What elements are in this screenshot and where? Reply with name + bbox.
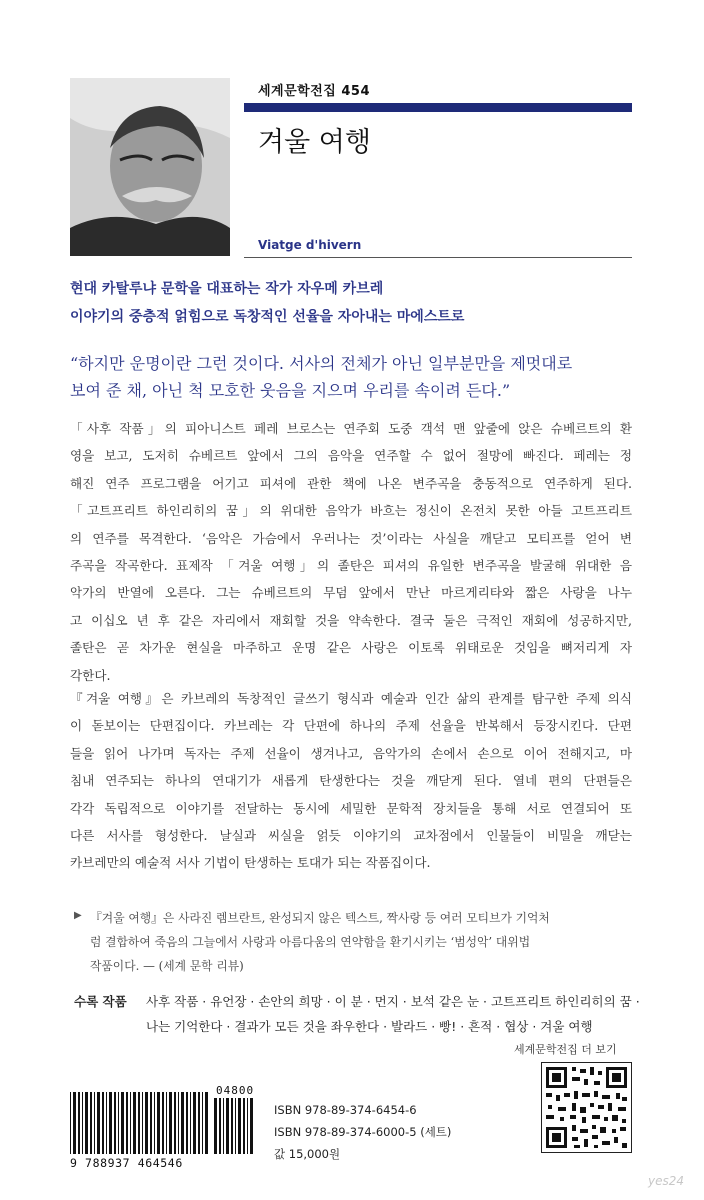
barcode-bar [145,1092,148,1154]
author-portrait-illustration [70,78,230,256]
synopsis-line: 카브레만의 예술적 서사 기법이 탄생하는 토대가 되는 작품집이다. [70,855,431,871]
synopsis-line: 들을 읽어 나가며 독자는 주제 선율이 생겨나고, 음악가의 손에서 손으로 이어 전해지고, 마 [70,745,632,761]
isbn-barcode [70,1092,212,1154]
synopsis-line: 「사후 작품」의 피아니스트 페레 브로스는 연주회 도중 객석 맨 앞줄에 앉은 슈베르트의 환 [70,421,632,436]
barcode-bar [226,1098,229,1154]
barcode-bar [97,1092,100,1154]
barcode-bar [174,1092,176,1154]
addon-barcode [214,1098,254,1154]
barcode-bar [198,1092,200,1154]
review-line: 럼 결합하여 죽음의 그늘에서 사랑과 아름다움의 연약함을 환기시키는 ‘범성악’ 대위법 [90,935,531,949]
barcode-bar [231,1098,233,1154]
contents-line-2: 나는 기억한다 · 결과가 모든 것을 좌우한다 · 발라드 · 빵! · 흔적 · 협상 · 겨울 여행 [146,1019,593,1034]
barcode-bar [82,1092,83,1154]
qr-caption: 세계문학전집 더 보기 [514,1043,617,1056]
review-line: 『겨울 여행』은 사라진 렘브란트, 완성되지 않은 텍스트, 짝사랑 등 여러 모티브가 기억처 [90,911,550,925]
barcode-bar [181,1092,184,1154]
barcode-bar [205,1092,208,1154]
author-photo [70,78,230,256]
header-bar [244,103,632,112]
barcode-bar [238,1098,241,1154]
barcode-bar [142,1092,143,1154]
barcode-bar [73,1092,76,1154]
synopsis-paragraph-1 [70,415,632,689]
barcode-bar [78,1092,80,1154]
watermark-logo: yes24 [648,1174,685,1188]
barcode-bar [190,1092,191,1154]
barcode-bar [150,1092,152,1154]
contents-label: 수록 작품 [74,994,127,1009]
qr-code-graphic [542,1063,631,1152]
synopsis-line: 이 돋보이는 단편집이다. 카브레는 각 단편에 하나의 주제 선율을 반복해서 등장시킨다. 단편 [70,718,632,734]
barcode-bar [138,1092,140,1154]
contents-line-1: 사후 작품 · 유언장 · 손안의 희망 · 이 분 · 먼지 · 보석 같은 눈 · 고트프리트 하인리히의 꿈 · [146,994,640,1009]
barcode-bar [102,1092,104,1154]
barcode-bar [166,1092,167,1154]
synopsis-line: 『겨울 여행』은 카브레의 독창적인 글쓰기 형식과 예술과 인간 삶의 관계를 탐구한 주제 의식 [70,691,632,706]
barcode-bar [250,1098,253,1154]
synopsis-line: 악가의 반열에 오른다. 그는 슈베르트의 무덤 앞에서 만난 마르게리타와 짧은 사랑을 나누 [70,585,632,601]
barcode-bar [214,1098,217,1154]
barcode-bar [223,1098,224,1154]
synopsis-line: 각각 독립적으로 이야기를 전달하는 동시에 세밀한 문학적 장치들을 통해 서로 연결되어 또 [70,800,632,816]
barcode-bar [114,1092,116,1154]
price-label: 값 15,000원 [274,1147,341,1161]
barcode-bar [154,1092,155,1154]
barcode-bar [121,1092,124,1154]
original-title: Viatge d'hivern [258,238,362,252]
review-line: 작품이다. — (세계 문학 리뷰) [90,959,244,973]
synopsis-line: 다른 서사를 형성한다. 날실과 씨실을 얽듯 이야기의 교차점에서 인물들이 비밀을 깨닫는 [70,827,632,843]
book-title: 겨울 여행 [258,127,371,158]
series-label: 세계문학전집 454 [258,84,371,99]
synopsis-line: 각한다. [70,667,111,683]
barcode-bar [133,1092,136,1154]
synopsis-line: 영을 보고, 도저히 슈베르트 앞에서 그의 음악을 연주할 수 없어 절망에 빠진다. 페레는 정 [70,448,632,464]
barcode-bar [85,1092,88,1154]
synopsis-line: 졸탄은 곧 차가운 현실을 마주하고 운명 같은 사랑은 이토록 위태로운 것임을 뼈저리게 자 [70,640,632,656]
barcode-bar [106,1092,107,1154]
quote-line-2: 보여 준 채, 아닌 척 모호한 웃음을 지으며 우리를 속이려 든다.” [70,381,511,400]
barcode-bar [193,1092,196,1154]
barcode-bar [90,1092,92,1154]
synopsis-line: 고 이십오 년 후 같은 자리에서 재회할 것을 약속한다. 결국 둘은 극적인 재회에 성공하지만, [70,612,632,628]
barcode-digits: 9 788937 464546 [70,1156,183,1170]
qr-code[interactable] [541,1062,632,1153]
barcode-bar [162,1092,164,1154]
barcode-bar [70,1092,71,1154]
review-quote [74,906,634,978]
barcode-bar [94,1092,95,1154]
lead-line-1: 현대 카탈루냐 문학을 대표하는 작가 자우메 카브레 [70,281,384,297]
synopsis-paragraph-2 [70,685,632,877]
synopsis-line: 의 연주를 목격한다. ‘음악은 가슴에서 우러나는 것’이라는 사실을 깨닫고 모티프를 얻어 변 [70,530,632,546]
barcode-bar [186,1092,188,1154]
isbn-set-number: ISBN 978-89-374-6000-5 (세트) [274,1125,452,1139]
barcode-bar [202,1092,203,1154]
barcode-bar [109,1092,112,1154]
synopsis-line: 해진 연주 프로그램을 어기고 피셔에 관한 책에 나온 변주곡을 충동적으로 연주하게 된다. [70,475,632,491]
barcode-bar [169,1092,172,1154]
isbn-number: ISBN 978-89-374-6454-6 [274,1103,417,1117]
barcode-bar [126,1092,128,1154]
barcode-bar [247,1098,248,1154]
barcode-bar [235,1098,236,1154]
header-divider [244,257,632,258]
barcode-bar [178,1092,179,1154]
barcode-addon-number: 04800 [216,1084,255,1097]
quote-line-1: “하지만 운명이란 그런 것이다. 서사의 전체가 아닌 일부분만을 제멋대로 [70,354,573,373]
triangle-bullet-icon: ▶ [74,910,82,921]
synopsis-line: 침내 연주되는 하나의 연대기가 새롭게 탄생한다는 것을 깨닫게 된다. 열네 편의 단편들은 [70,773,632,789]
barcode-bar [243,1098,245,1154]
lead-line-2: 이야기의 중층적 얽힘으로 독창적인 선율을 자아내는 마에스트로 [70,309,465,325]
barcode-bar [130,1092,131,1154]
synopsis-line: 주곡을 작곡한다. 표제작 「겨울 여행」의 졸탄은 피셔의 유일한 변주곡을 발굴해 위대한 음 [70,557,632,573]
barcode-bar [157,1092,160,1154]
barcode-bar [219,1098,221,1154]
barcode-bar [118,1092,119,1154]
synopsis-line: 「고트프리트 하인리히의 꿈」의 위대한 음악가 바흐는 정신이 온전치 못한 아들 고트프리트 [70,503,632,519]
